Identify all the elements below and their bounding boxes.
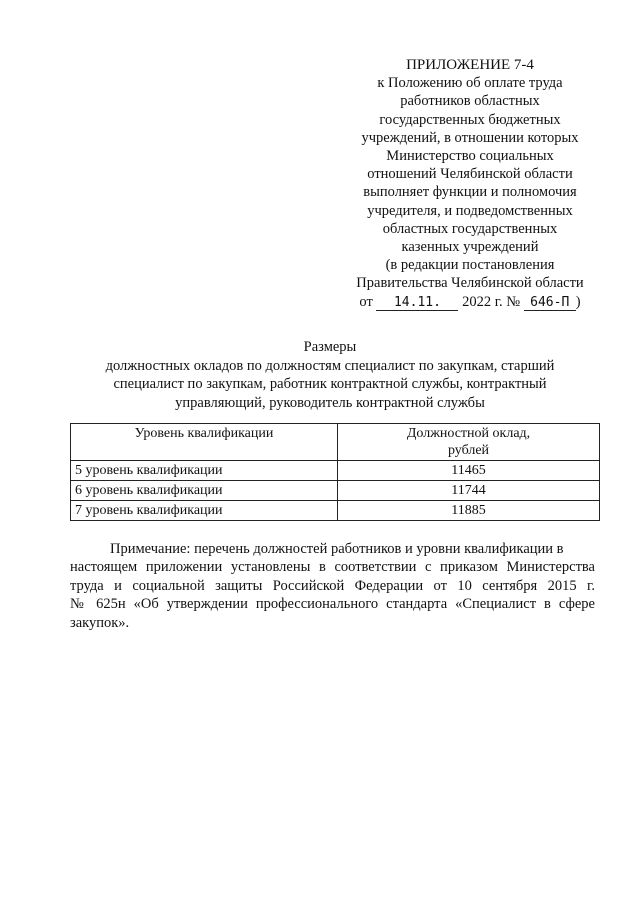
qualification-level-cell: 5 уровень квалификации <box>71 461 338 481</box>
year-text: 2022 г. № <box>462 293 521 310</box>
salary-table <box>70 423 600 521</box>
note-line: труда и социальной защиты Российской Федерации от 10 сентября 2015 г. <box>70 577 595 594</box>
closing-paren: ) <box>575 293 581 310</box>
salary-cell: 11465 <box>338 461 600 481</box>
document-heading <box>70 338 590 412</box>
appendix-line: выполняет функции и полномочия <box>363 184 577 201</box>
heading-line: специалист по закупкам, работник контрактной службы, контрактный <box>113 376 547 392</box>
heading-line: управляющий, руководитель контрактной службы <box>175 394 485 411</box>
note-line: настоящем приложении установлены в соответствии с приказом Министерства <box>70 559 595 576</box>
appendix-line: (в редакции постановления <box>385 257 555 274</box>
qualification-level-cell: 7 уровень квалификации <box>71 501 338 521</box>
appendix-title: ПРИЛОЖЕНИЕ 7-4 <box>406 57 534 73</box>
appendix-line: отношений Челябинской области <box>367 166 573 183</box>
appendix-line: к Положению об оплате труда <box>377 75 563 92</box>
appendix-line: Министерство социальных <box>386 148 554 165</box>
note-line: Примечание: перечень должностей работников и уровни квалификации в <box>110 541 564 557</box>
heading-line: должностных окладов по должностям специалист по закупкам, старший <box>105 357 555 374</box>
note-line: закупок». <box>70 614 130 631</box>
column-header-level: Уровень квалификации <box>71 424 338 461</box>
salary-cell: 11744 <box>338 481 600 501</box>
appendix-line: работников областных <box>400 93 540 110</box>
appendix-line: учредителя, и подведомственных <box>367 202 573 219</box>
appendix-header <box>340 56 600 311</box>
table-row <box>71 481 600 501</box>
appendix-line: Правительства Челябинской области <box>356 275 584 292</box>
note-paragraph <box>70 540 595 632</box>
date-prefix: от <box>359 293 373 310</box>
date-field: 14.11. <box>376 296 458 311</box>
appendix-line: государственных бюджетных <box>379 111 561 128</box>
table-row <box>71 461 600 481</box>
salary-cell: 11885 <box>338 501 600 521</box>
column-header-salary: Должностной оклад, рублей <box>338 424 600 461</box>
table-row <box>71 501 600 521</box>
qualification-level-cell: 6 уровень квалификации <box>71 481 338 501</box>
appendix-line: казенных учреждений <box>401 239 539 256</box>
heading-line: Размеры <box>303 339 357 355</box>
table-header-row <box>71 424 600 461</box>
note-line: № 625н «Об утверждении профессионального стандарта «Специалист в сфере <box>70 596 595 613</box>
appendix-line: областных государственных <box>382 220 558 237</box>
resolution-date-line <box>340 293 600 311</box>
resolution-number-field: 646-П <box>524 296 576 311</box>
appendix-line: учреждений, в отношении которых <box>361 129 579 146</box>
